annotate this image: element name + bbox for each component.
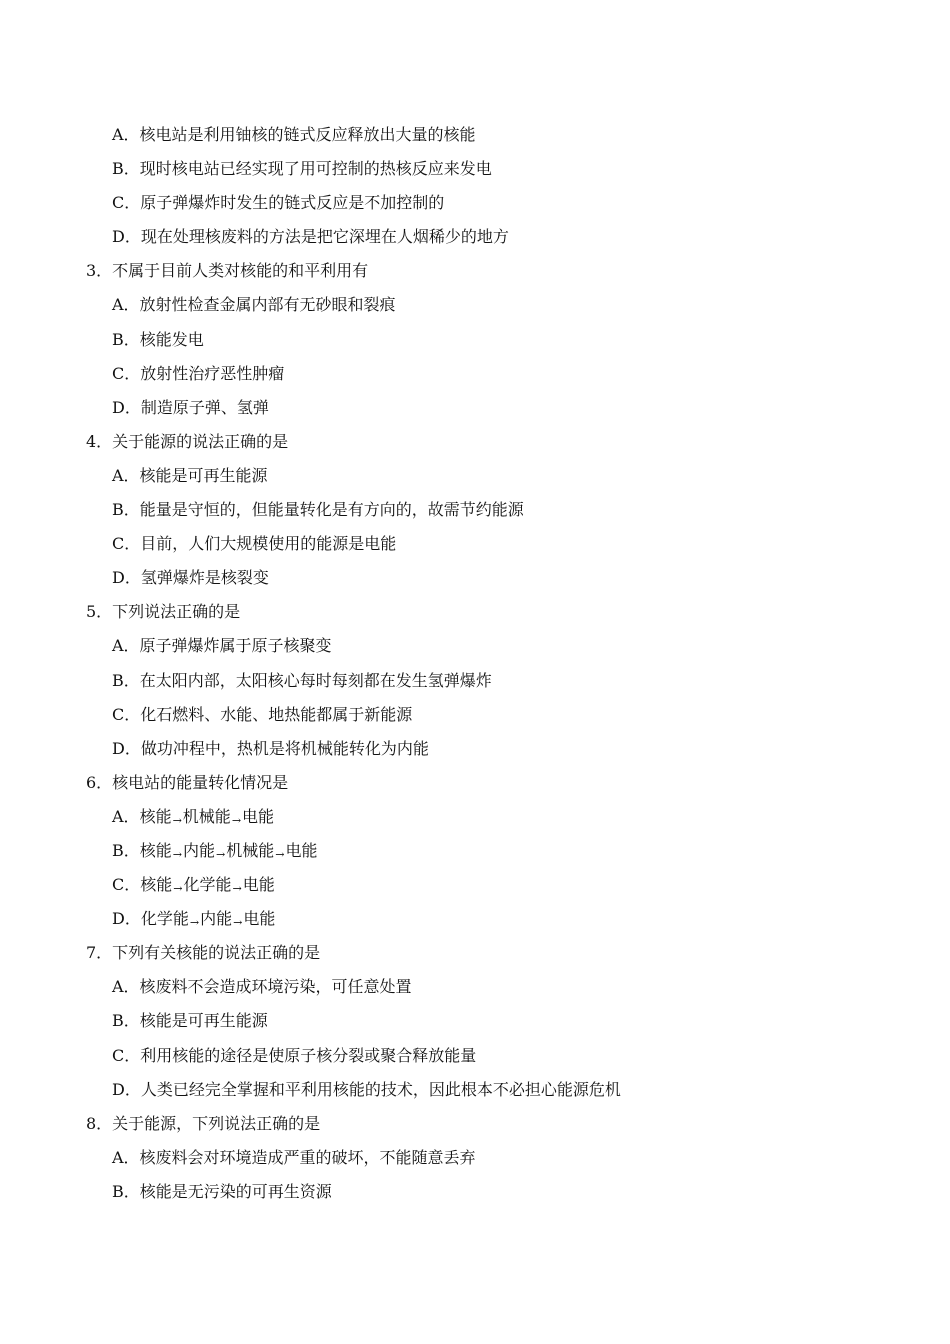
q6-part: 机械能 [226,840,275,860]
q7-option-c: C．利用核能的途径是使原子核分裂或聚合释放能量 [112,1045,477,1065]
q7-option-d: D．人类已经完全掌握和平利用核能的技术，因此根本不必担心能源危机 [112,1079,621,1099]
q6-option-label: C． [112,875,141,895]
q6-part: 内能 [183,840,216,860]
q6-part: 电能 [242,875,275,895]
q6-part: 核能 [139,840,172,860]
q3-option-c: C．放射性治疗恶性肿瘤 [112,363,285,383]
q5-stem: 5．下列说法正确的是 [86,602,241,622]
q6-part: 化学能 [140,909,189,929]
arrow-icon: → [172,847,182,861]
q5-option-d: D．做功冲程中，热机是将机械能转化为内能 [112,738,429,758]
q2-option-b: B．现时核电站已经实现了用可控制的热核反应来发电 [112,159,492,179]
q6-option-a [0,800,950,834]
q5-option-c: C．化石燃料、水能、地热能都属于新能源 [112,704,413,724]
q6-part: 核能 [139,806,172,826]
q8-option-b: B．核能是无污染的可再生资源 [112,1181,332,1201]
q2-option-d: D．现在处理核废料的方法是把它深埋在人烟稀少的地方 [112,227,509,247]
q4-option-b: B．能量是守恒的，但能量转化是有方向的，故需节约能源 [112,500,524,520]
q6-part: 机械能 [182,806,231,826]
q6-option-label: A． [112,806,140,826]
q3-option-a: A．放射性检查金属内部有无砂眼和裂痕 [112,295,396,315]
q2-option-a: A．核电站是利用铀核的链式反应释放出大量的核能 [112,125,476,144]
q3-option-b: B．核能发电 [112,329,204,349]
document-page [0,118,950,1209]
q5-option-b: B．在太阳内部，太阳核心每时每刻都在发生氢弹爆炸 [112,670,492,690]
q6-part: 电能 [242,806,275,826]
q8-option-a: A．核废料会对环境造成严重的破坏，不能随意丢弃 [112,1147,476,1167]
arrow-icon: → [189,916,200,930]
q6-option-label: D． [112,909,141,929]
q6-option-label: B． [112,840,140,860]
q6-part: 内能 [200,909,233,929]
arrow-icon: → [173,882,183,896]
q7-stem: 7．下列有关核能的说法正确的是 [86,943,321,963]
arrow-icon: → [216,847,226,861]
arrow-icon: → [231,813,242,827]
q6-stem: 6．核电站的能量转化情况是 [86,772,289,792]
q6-option-b [0,834,950,868]
q8-stem: 8．关于能源，下列说法正确的是 [86,1113,321,1133]
q2-option-c: C．原子弹爆炸时发生的链式反应是不加控制的 [112,193,445,213]
arrow-icon: → [275,847,285,861]
q7-option-a: A．核废料不会造成环境污染，可任意处置 [112,977,412,997]
q6-option-c [0,868,950,902]
q4-option-c: C．目前，人们大规模使用的能源是电能 [112,534,397,554]
arrow-icon: → [233,916,243,930]
q6-part: 电能 [243,909,276,929]
q4-option-d: D．氢弹爆炸是核裂变 [112,568,269,588]
q6-part: 电能 [285,840,318,860]
q6-option-d [0,902,950,936]
q6-part: 核能 [140,875,173,895]
arrow-icon: → [172,813,182,827]
q3-stem: 3．不属于目前人类对核能的和平利用有 [86,261,369,281]
q7-option-b: B．核能是可再生能源 [112,1011,268,1031]
q4-stem: 4．关于能源的说法正确的是 [86,431,289,451]
q3-option-d: D．制造原子弹、氢弹 [112,397,269,417]
arrow-icon: → [232,882,242,896]
q5-option-a: A．原子弹爆炸属于原子核聚变 [112,636,332,656]
q6-part: 化学能 [183,875,232,895]
q4-option-a: A．核能是可再生能源 [112,465,268,485]
